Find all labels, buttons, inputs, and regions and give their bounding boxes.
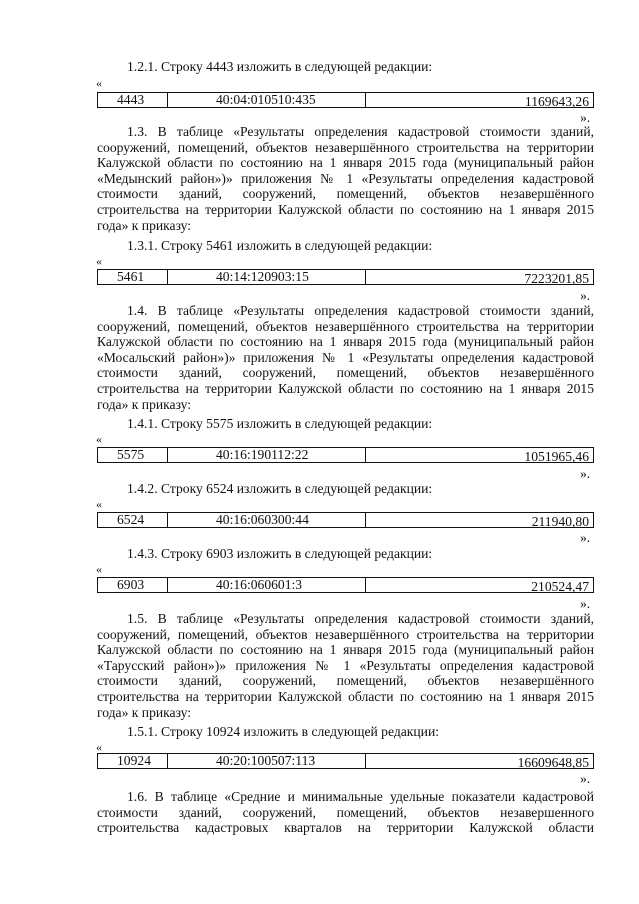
paragraph-line: 1.6. В таблице «Средние и минимальные удельные показатели кадастровой xyxy=(127,789,594,804)
close-quote: ». xyxy=(580,596,591,611)
open-quote: « xyxy=(96,740,102,754)
cadastral-value: 16609648,85 xyxy=(517,755,589,770)
open-quote: « xyxy=(96,562,102,576)
close-quote: ». xyxy=(580,288,591,303)
paragraph-1-6 xyxy=(97,789,594,836)
cadastral-value: 1169643,26 xyxy=(524,94,589,109)
close-quote: ». xyxy=(580,530,591,545)
cadastral-number: 40:04:010510:435 xyxy=(168,93,366,107)
row-number: 6903 xyxy=(98,578,168,592)
close-quote: ». xyxy=(580,110,591,125)
paragraph-1-5 xyxy=(97,611,594,720)
table-row xyxy=(97,447,594,463)
paragraph-line: 1.4. В таблице «Результаты определения кадастровой стоимости зданий, xyxy=(127,303,594,318)
paragraph-line: 1.5. В таблице «Результаты определения кадастровой стоимости зданий, xyxy=(127,611,594,626)
paragraph-line: стоимости зданий, сооружений, помещений, объектов незавершённого xyxy=(97,186,594,202)
row-number: 5461 xyxy=(98,270,168,284)
cadastral-value: 7223201,85 xyxy=(524,271,589,286)
paragraph-line: стоимости зданий, сооружений, помещений, объектов незавершённого xyxy=(97,365,594,381)
cadastral-value: 210524,47 xyxy=(531,579,589,594)
row-number: 10924 xyxy=(98,754,168,768)
cadastral-number: 40:20:100507:113 xyxy=(168,754,366,768)
paragraph-line: стоимости зданий, сооружений, помещений, объектов незавершенного xyxy=(97,804,594,820)
paragraph-line: строительства на территории Калужской области по состоянию на 1 января 2015 xyxy=(97,380,594,396)
paragraph-line: стоимости зданий, сооружений, помещений, объектов незавершённого xyxy=(97,673,594,689)
cadastral-value: 211940,80 xyxy=(531,514,589,529)
table-row xyxy=(97,269,594,285)
open-quote: « xyxy=(96,76,102,90)
cadastral-value: 1051965,46 xyxy=(524,449,589,464)
paragraph-line: «Медынский район»)» приложения № 1 «Результаты определения кадастровой xyxy=(97,170,594,186)
paragraph-line: Калужской области по состоянию на 1 января 2015 года (муниципальный район xyxy=(97,155,594,171)
paragraph-line: Калужской области по состоянию на 1 января 2015 года (муниципальный район xyxy=(97,334,594,350)
table-row xyxy=(97,753,594,769)
paragraph-line: сооружений, помещений, объектов незавершённого строительства на территории xyxy=(97,139,594,155)
paragraph-line: года» к приказу: xyxy=(97,704,192,720)
open-quote: « xyxy=(96,497,102,511)
table-row xyxy=(97,92,594,108)
open-quote: « xyxy=(96,254,102,268)
item-1-3-1-title: 1.3.1. Строку 5461 изложить в следующей редакции: xyxy=(127,238,433,253)
paragraph-line: года» к приказу: xyxy=(97,217,192,233)
item-1-4-1-title: 1.4.1. Строку 5575 изложить в следующей редакции: xyxy=(127,416,433,431)
paragraph-line: строительства на территории Калужской области по состоянию на 1 января 2015 xyxy=(97,688,594,704)
paragraph-line: Калужской области по состоянию на 1 января 2015 года (муниципальный район xyxy=(97,642,594,658)
paragraph-line: 1.3. В таблице «Результаты определения кадастровой стоимости зданий, xyxy=(127,124,594,139)
table-row xyxy=(97,512,594,528)
paragraph-line: года» к приказу: xyxy=(97,396,192,412)
close-quote: ». xyxy=(580,466,591,481)
item-1-2-1-title: 1.2.1. Строку 4443 изложить в следующей редакции: xyxy=(127,59,433,74)
open-quote: « xyxy=(96,432,102,446)
paragraph-line: сооружений, помещений, объектов незавершённого строительства на территории xyxy=(97,318,594,334)
cadastral-number: 40:16:060300:44 xyxy=(168,513,366,527)
item-1-4-2-title: 1.4.2. Строку 6524 изложить в следующей редакции: xyxy=(127,481,433,496)
paragraph-line: сооружений, помещений, объектов незавершённого строительства на территории xyxy=(97,626,594,642)
row-number: 4443 xyxy=(98,93,168,107)
table-row xyxy=(97,577,594,593)
row-number: 6524 xyxy=(98,513,168,527)
cadastral-number: 40:16:060601:3 xyxy=(168,578,366,592)
cadastral-number: 40:16:190112:22 xyxy=(168,448,366,462)
paragraph-1-4 xyxy=(97,303,594,412)
paragraph-line: строительства кадастровых кварталов на территории Калужской области xyxy=(97,820,594,836)
paragraph-line: «Мосальский район»)» приложения № 1 «Результаты определения кадастровой xyxy=(97,349,594,365)
item-1-5-1-title: 1.5.1. Строку 10924 изложить в следующей редакции: xyxy=(127,724,439,739)
paragraph-line: строительства на территории Калужской области по состоянию на 1 января 2015 xyxy=(97,201,594,217)
close-quote: ». xyxy=(580,771,591,786)
paragraph-1-3 xyxy=(97,124,594,233)
row-number: 5575 xyxy=(98,448,168,462)
item-1-4-3-title: 1.4.3. Строку 6903 изложить в следующей редакции: xyxy=(127,546,433,561)
paragraph-line: «Тарусский район»)» приложения № 1 «Результаты определения кадастровой xyxy=(97,657,594,673)
cadastral-number: 40:14:120903:15 xyxy=(168,270,366,284)
